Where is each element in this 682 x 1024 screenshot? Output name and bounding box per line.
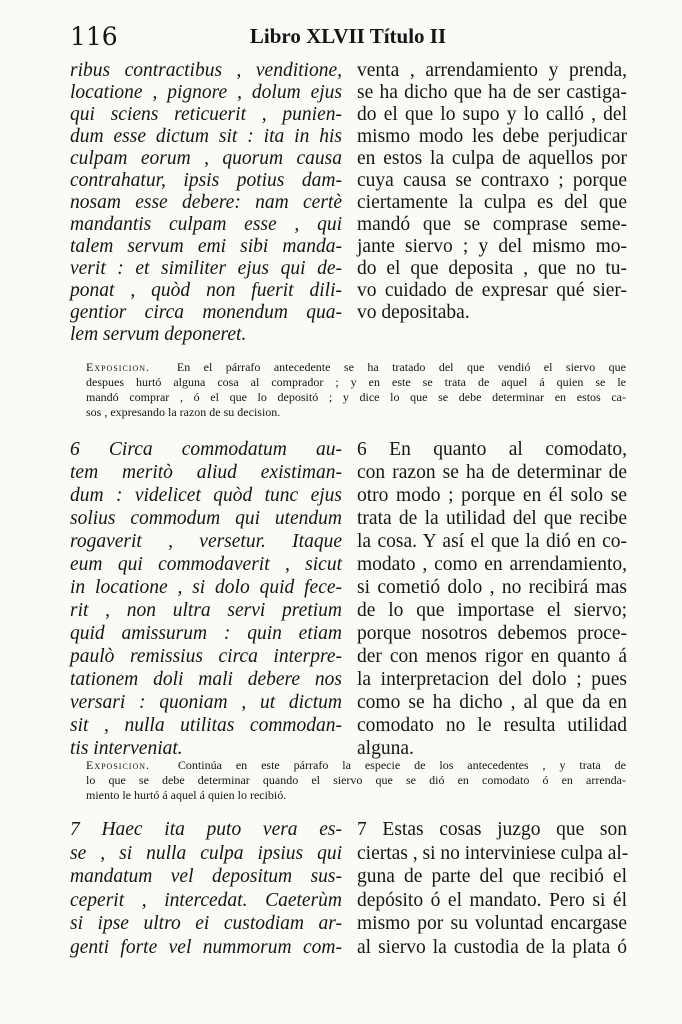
latin-line: versari : quoniam , ut dictum: [70, 692, 342, 713]
spanish-line: con razon se ha de determinar de: [357, 462, 627, 483]
exposition-line: sos , expresando la razon de su decision.: [86, 405, 281, 419]
spanish-column-section-2: [357, 438, 627, 760]
latin-line: genti forte vel nummorum com-: [70, 936, 342, 958]
spanish-line: en estos la culpa de aquellos por: [357, 148, 627, 169]
exposition-line: mandó comprar , ó el que lo depositó ; y dice lo que se debe determinar en estos ca-: [86, 390, 626, 404]
spanish-line: se ha dicho que ha de ser castiga-: [357, 82, 627, 103]
latin-line: talem servum emi sibi manda-: [70, 236, 342, 257]
latin-line: rogaverit , versetur. Itaque: [70, 531, 342, 552]
latin-line: tis interveniat.: [70, 738, 183, 759]
spanish-line: al siervo la custodia de la plata ó: [357, 936, 627, 958]
latin-line: paulò remissius circa interpre-: [70, 646, 342, 667]
spanish-line: venta , arrendamiento y prenda,: [357, 60, 627, 81]
latin-line: mandatum vel depositum sus-: [70, 866, 342, 887]
spanish-line: mandó que se comprase seme-: [357, 214, 627, 235]
latin-line: quid amissurum : quin etiam: [70, 623, 342, 644]
latin-line: 7 Haec ita puto vera es-: [70, 819, 342, 840]
spanish-line: si cometió dolo , no recibirá mas: [357, 577, 627, 598]
latin-column-section-1: [70, 60, 342, 346]
exposition-label: Exposicion.: [86, 360, 151, 374]
exposition-text: En el párrafo antecedente se ha tratado del que vendió el siervo que: [176, 360, 626, 374]
spanish-line: otro modo ; porque en él solo se: [357, 485, 627, 506]
latin-line: 6 Circa commodatum au-: [70, 439, 342, 460]
latin-line: mandantis culpam esse , qui: [70, 214, 342, 235]
spanish-line: vo cuidado de expresar qué sier-: [357, 280, 627, 301]
latin-line: contrahatur, ipsis potius dam-: [70, 170, 342, 191]
latin-line: tationem doli mali debere nos: [70, 669, 342, 690]
spanish-column-section-3: [357, 818, 627, 959]
spanish-line: mismo modo les debe perjudicar: [357, 126, 627, 147]
spanish-line: ciertamente la culpa es del que: [357, 192, 627, 213]
spanish-line: comodato no le resulta utilidad: [357, 715, 627, 736]
spanish-line: ciertas , si no interviniese culpa al-: [357, 842, 629, 864]
spanish-line: 6 En quanto al comodato,: [357, 439, 627, 460]
page-number: 116: [70, 22, 118, 51]
latin-line: nosam esse debere: nam certè: [70, 192, 342, 213]
running-title: Libro XLVII Título II: [249, 24, 447, 48]
spanish-line: mismo por su voluntad encargase: [357, 913, 627, 934]
latin-line: tem meritò aliud existiman-: [70, 462, 342, 483]
exposition-line: [86, 360, 626, 375]
spanish-line: cuya causa se contraxo ; porque: [357, 170, 627, 191]
latin-line: rit , non ultra servi pretium: [70, 600, 342, 621]
spanish-line: la cosa. Y así el que la dió en co-: [357, 531, 627, 552]
spanish-line: jante siervo ; y del mismo mo-: [357, 236, 627, 257]
spanish-line: guna de parte del que recibió el: [357, 866, 627, 887]
latin-line: lem servum deponeret.: [70, 324, 247, 345]
exposition-2: [86, 758, 626, 803]
exposition-line: lo que se debe determinar quando el siervo que se dió en comodato ó en arrenda-: [86, 773, 626, 787]
latin-line: dum esse dictum sit : ita in his: [70, 126, 342, 147]
latin-line: locatione , pignore , dolum ejus: [70, 82, 342, 103]
spanish-line: la interpretacion del dolo ; pues: [357, 669, 627, 690]
spanish-line: vo depositaba.: [357, 302, 470, 323]
latin-line: gentior circa monendum qua-: [70, 302, 342, 323]
latin-line: culpam eorum , quorum causa: [70, 148, 342, 169]
latin-line: ponat , quòd non fuerit dili-: [70, 280, 342, 301]
latin-line: solius commodum qui utendum: [70, 508, 342, 529]
latin-line: verit : et similiter ejus qui de-: [70, 258, 342, 279]
exposition-line: despues hurtó alguna cosa al comprador ; y en este se trata de aquel á quien se le: [86, 375, 626, 389]
latin-line: ribus contractibus , venditione,: [70, 60, 342, 81]
exposition-text: Continúa en este párrafo la especie de los antecedentes , y trata de: [177, 758, 626, 772]
spanish-line: modato , como en arrendamiento,: [357, 554, 627, 575]
spanish-line: 7 Estas cosas juzgo que son: [357, 819, 627, 840]
spanish-line: trata de la utilidad del que recibe: [357, 508, 627, 529]
latin-line: qui sciens reticuerit , punien-: [70, 104, 342, 125]
latin-line: eum qui commodaverit , sicut: [70, 554, 342, 575]
spanish-line: alguna.: [357, 738, 414, 759]
latin-line: si ipse ultro ei custodiam ar-: [70, 913, 342, 934]
spanish-line: como se ha dicho , al que da en: [357, 692, 627, 713]
spanish-column-section-1: [357, 60, 627, 324]
latin-column-section-2: [70, 438, 342, 760]
latin-line: se , si nulla culpa ipsius qui: [70, 842, 342, 864]
latin-line: in locatione , si dolo quid fece-: [70, 577, 342, 598]
page-header: [70, 22, 626, 52]
spanish-line: porque nosotros debemos proce-: [357, 623, 627, 644]
spanish-line: de lo que importase el siervo;: [357, 600, 627, 621]
latin-line: ceperit , intercedat. Caeterùm: [70, 889, 342, 911]
exposition-line: miento le hurtó á aquel á quien lo recibió.: [86, 788, 287, 802]
spanish-line: depósito ó el mandato. Pero si él: [357, 889, 627, 911]
exposition-1: [86, 360, 626, 420]
spanish-line: do el que lo supo y lo calló , del: [357, 104, 627, 125]
latin-line: dum : videlicet quòd tunc ejus: [70, 485, 342, 506]
exposition-label: Exposicion.: [86, 758, 151, 772]
latin-column-section-3: [70, 818, 342, 959]
latin-line: sit , nulla utilitas commodan-: [70, 715, 342, 736]
exposition-line: [86, 758, 626, 773]
spanish-line: der con menos rigor en quanto á: [357, 646, 627, 667]
spanish-line: do el que deposita , que no tu-: [357, 258, 627, 279]
